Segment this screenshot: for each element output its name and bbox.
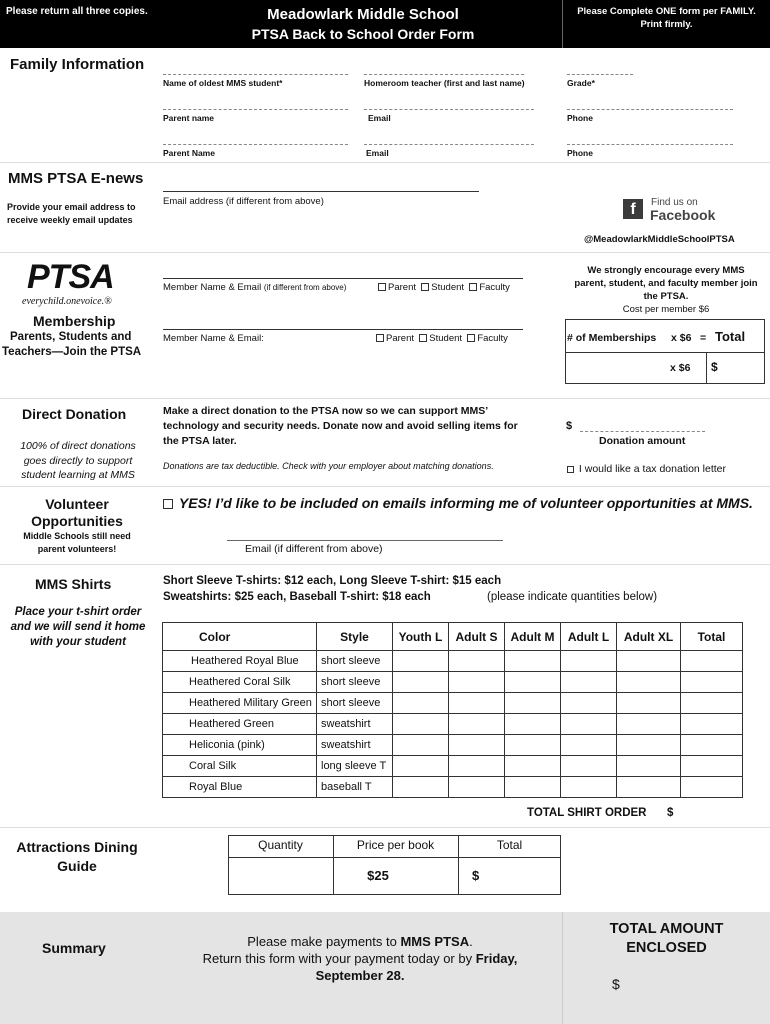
dining-quantity-input[interactable] — [230, 860, 330, 892]
enews-heading: MMS PTSA E-news — [8, 170, 144, 187]
divider — [0, 162, 770, 163]
shirt-color-cell: Royal Blue — [163, 777, 317, 798]
shirt-column-header: Style — [317, 623, 393, 651]
shirt-quantity-cell[interactable] — [393, 735, 449, 756]
volunteer-sub: Middle Schools still need — [23, 531, 131, 541]
table-row — [163, 735, 743, 756]
email-label-1: Email — [368, 113, 391, 123]
total-amount-dollar[interactable]: $ — [612, 976, 620, 992]
homeroom-teacher-field[interactable] — [364, 74, 524, 75]
membership-encourage-2: parent, student, and faculty member join — [574, 278, 758, 289]
dining-total-dollar[interactable]: $ — [472, 868, 480, 883]
shirt-quantity-cell[interactable] — [449, 714, 505, 735]
page-subtitle: PTSA Back to School Order Form — [251, 26, 475, 42]
shirt-style-cell: short sleeve — [317, 693, 393, 714]
faculty-option-label: Faculty — [479, 282, 510, 293]
shirts-prices-2: Sweatshirts: $25 each, Baseball T-shirt: $18 each — [163, 591, 431, 603]
shirt-style-cell: sweatshirt — [317, 714, 393, 735]
summary-payment-text: Please make payments to — [247, 934, 401, 949]
donation-text-2: technology and security needs. Donate now and avoid selling items for — [163, 420, 518, 432]
summary-deadline-date: September 28. — [315, 968, 405, 983]
homeroom-teacher-label: Homeroom teacher (first and last name) — [364, 78, 525, 88]
shirts-sub: Place your t-shirt order — [14, 606, 142, 618]
memberships-multiplier: x $6 — [671, 332, 692, 344]
ptsa-logo: PTSA — [27, 258, 114, 296]
shirt-quantity-cell[interactable] — [393, 672, 449, 693]
header-instructions-left: Please return all three copies. — [6, 6, 148, 17]
shirt-quantity-cell[interactable] — [449, 777, 505, 798]
table-row — [163, 714, 743, 735]
shirts-note: (please indicate quantities below) — [487, 591, 658, 603]
member-label-2: Member Name & Email: — [163, 333, 264, 344]
shirts-heading: MMS Shirts — [35, 576, 112, 592]
divider — [0, 827, 770, 828]
shirt-style-cell: baseball T — [317, 777, 393, 798]
email-field-2[interactable] — [364, 144, 534, 145]
donation-tax-note: Donations are tax deductible. Check with your employer about matching donations. — [163, 461, 494, 471]
grade-label: Grade* — [567, 78, 595, 88]
shirt-quantity-cell[interactable] — [393, 693, 449, 714]
donation-text-3: the PTSA later. — [163, 435, 237, 447]
parent-checkbox-1[interactable] — [378, 283, 386, 291]
shirt-quantity-cell[interactable] — [449, 651, 505, 672]
member-field-1[interactable] — [163, 278, 523, 279]
member-role-options-1 — [378, 282, 510, 293]
shirt-quantity-cell[interactable] — [393, 777, 449, 798]
summary-return-line — [160, 951, 560, 966]
donation-sub-3: student learning at MMS — [21, 469, 135, 481]
memberships-equals: = — [700, 332, 707, 344]
shirt-column-header: Color — [163, 623, 317, 651]
shirt-color-cell: Heathered Coral Silk — [163, 672, 317, 693]
divider — [0, 398, 770, 399]
shirt-quantity-cell[interactable] — [505, 693, 561, 714]
shirt-quantity-cell[interactable] — [561, 735, 617, 756]
membership-box-divider — [565, 352, 765, 353]
shirt-quantity-cell[interactable] — [617, 756, 681, 777]
volunteer-sub-2: parent volunteers! — [37, 544, 117, 554]
memberships-multiplier-2: x $6 — [670, 362, 691, 374]
shirt-quantity-cell[interactable] — [505, 651, 561, 672]
tax-letter-checkbox[interactable] — [567, 466, 574, 473]
membership-encourage: We strongly encourage every MMS — [587, 265, 745, 276]
shirt-quantity-cell[interactable] — [681, 714, 743, 735]
faculty-checkbox-1[interactable] — [469, 283, 477, 291]
student-checkbox-1[interactable] — [421, 283, 429, 291]
shirt-quantity-cell[interactable] — [681, 693, 743, 714]
memberships-count-label: # of Memberships — [567, 332, 657, 344]
dining-total-header: Total — [496, 838, 523, 852]
header-instructions-right: Please Complete ONE form per FAMILY. — [577, 6, 756, 17]
volunteer-heading-2: Opportunities — [31, 513, 123, 529]
member-role-options-2 — [376, 333, 508, 344]
shirt-quantity-cell[interactable] — [505, 777, 561, 798]
shirt-quantity-cell[interactable] — [449, 756, 505, 777]
faculty-checkbox-2[interactable] — [467, 334, 475, 342]
summary-return-text: Return this form with your payment today or by — [202, 951, 476, 966]
summary-payee: MMS PTSA — [400, 934, 470, 949]
donation-amount-label: Donation amount — [599, 435, 686, 447]
shirt-quantity-cell[interactable] — [681, 672, 743, 693]
summary-deadline-day: Friday, — [475, 951, 518, 966]
phone-field-1[interactable] — [567, 109, 733, 110]
shirt-quantity-cell[interactable] — [505, 714, 561, 735]
table-row — [163, 777, 743, 798]
member-label-1 — [163, 282, 346, 293]
membership-cost: Cost per member $6 — [622, 304, 710, 315]
shirt-column-header: Adult L — [561, 623, 617, 651]
shirt-quantity-cell[interactable] — [681, 777, 743, 798]
volunteer-optin-label: YES! I’d like to be included on emails informing me of volunteer opportunities at MMS. — [178, 495, 753, 511]
shirt-quantity-cell[interactable] — [681, 651, 743, 672]
enews-description-2: receive weekly email updates — [7, 215, 133, 225]
page-title: Meadowlark Middle School — [267, 6, 459, 23]
facebook-handle: @MeadowlarkMiddleSchoolPTSA — [584, 234, 735, 245]
facebook-label: Facebook — [650, 207, 716, 223]
shirts-sub-3: with your student — [30, 636, 126, 648]
membership-encourage-3: the PTSA. — [643, 291, 689, 302]
shirts-prices: Short Sleeve T-shirts: $12 each, Long Sleeve T-shirt: $15 each — [163, 575, 502, 587]
membership-sub-2: Teachers—Join the PTSA — [2, 346, 142, 358]
email-label-2: Email — [366, 148, 389, 158]
table-row — [163, 693, 743, 714]
phone-field-2[interactable] — [567, 144, 733, 145]
donation-amount-field[interactable] — [580, 431, 705, 432]
memberships-total-label: Total — [715, 329, 746, 344]
enews-email-label: Email address (if different from above) — [163, 196, 324, 207]
member-label-1-text: Member Name & Email — [163, 282, 262, 293]
summary-payment-line — [160, 934, 560, 949]
shirt-color-cell: Coral Silk — [163, 756, 317, 777]
shirt-quantity-cell[interactable] — [561, 693, 617, 714]
membership-heading: Membership — [33, 313, 116, 329]
shirt-quantity-cell[interactable] — [449, 735, 505, 756]
shirt-quantity-cell[interactable] — [617, 672, 681, 693]
volunteer-heading: Volunteer — [45, 496, 109, 512]
shirt-color-cell: Heathered Green — [163, 714, 317, 735]
total-amount-label: TOTAL AMOUNT — [609, 921, 724, 937]
dining-heading: Attractions Dining — [16, 839, 138, 855]
shirt-column-header: Adult M — [505, 623, 561, 651]
donation-dollar: $ — [566, 420, 573, 432]
divider — [0, 486, 770, 487]
shirt-column-header: Total — [681, 623, 743, 651]
grade-field[interactable] — [567, 74, 633, 75]
shirt-total-dollar[interactable]: $ — [667, 807, 674, 819]
parent-name-label-1: Parent name — [163, 113, 215, 123]
shirt-quantity-cell[interactable] — [617, 777, 681, 798]
shirt-quantity-cell[interactable] — [561, 756, 617, 777]
member-label-1-note: (if different from above) — [263, 283, 347, 292]
shirt-quantity-cell[interactable] — [505, 735, 561, 756]
shirt-quantity-cell[interactable] — [561, 651, 617, 672]
faculty-option-label: Faculty — [477, 333, 508, 344]
header-bar — [0, 0, 770, 48]
summary-heading: Summary — [42, 940, 106, 956]
volunteer-email-field[interactable] — [227, 540, 503, 541]
shirt-quantity-cell[interactable] — [505, 756, 561, 777]
memberships-count-input[interactable] — [567, 354, 667, 382]
parent-name-label-2: Parent Name — [163, 148, 215, 158]
divider — [0, 252, 770, 253]
email-field-1[interactable] — [364, 109, 534, 110]
shirt-color-cell: Heliconia (pink) — [163, 735, 317, 756]
parent-name-field-1[interactable] — [163, 109, 348, 110]
donation-text: Make a direct donation to the PTSA now so we can support MMS’ — [163, 405, 489, 417]
shirt-style-cell: short sleeve — [317, 672, 393, 693]
ptsa-tagline: everychild.onevoice.® — [22, 296, 112, 307]
shirt-quantity-cell[interactable] — [449, 693, 505, 714]
parent-option-label: Parent — [386, 333, 414, 344]
divider — [0, 564, 770, 565]
table-row — [163, 756, 743, 777]
shirt-quantity-cell[interactable] — [617, 714, 681, 735]
phone-label-2: Phone — [567, 148, 593, 158]
donation-sub-2: goes directly to support — [23, 455, 133, 467]
donation-sub: 100% of direct donations — [20, 440, 136, 452]
oldest-student-label: Name of oldest MMS student* — [163, 78, 283, 88]
enews-description: Provide your email address to — [7, 202, 136, 212]
shirt-quantity-cell[interactable] — [561, 714, 617, 735]
dining-price-header: Price per book — [356, 838, 435, 852]
enews-email-field[interactable] — [163, 191, 479, 192]
phone-label-1: Phone — [567, 113, 593, 123]
shirt-quantity-cell[interactable] — [617, 735, 681, 756]
shirt-table-header — [163, 623, 743, 651]
shirt-quantity-cell[interactable] — [617, 651, 681, 672]
shirt-column-header: Adult S — [449, 623, 505, 651]
donation-heading: Direct Donation — [22, 406, 127, 422]
shirt-color-cell: Heathered Royal Blue — [163, 651, 317, 672]
shirt-column-header: Youth L — [393, 623, 449, 651]
oldest-student-field[interactable] — [163, 74, 348, 75]
shirt-quantity-cell[interactable] — [681, 735, 743, 756]
shirt-style-cell: sweatshirt — [317, 735, 393, 756]
shirt-quantity-cell[interactable] — [561, 777, 617, 798]
table-row — [163, 651, 743, 672]
facebook-icon[interactable]: f — [623, 199, 643, 219]
facebook-find-label: Find us on — [651, 197, 698, 208]
membership-sub: Parents, Students and — [10, 331, 132, 343]
table-row — [163, 672, 743, 693]
shirt-quantity-cell[interactable] — [393, 714, 449, 735]
dining-quantity-header: Quantity — [258, 838, 303, 852]
shirt-style-cell: short sleeve — [317, 651, 393, 672]
dining-heading-2: Guide — [57, 858, 97, 874]
memberships-total-dollar[interactable]: $ — [711, 360, 718, 374]
shirt-quantity-cell[interactable] — [393, 651, 449, 672]
family-heading: Family Information — [10, 56, 145, 73]
tax-letter-label: I would like a tax donation letter — [578, 463, 727, 475]
shirt-quantity-cell[interactable] — [681, 756, 743, 777]
shirt-quantity-cell[interactable] — [561, 672, 617, 693]
header-instructions-right-2: Print firmly. — [640, 19, 693, 30]
shirt-color-cell: Heathered Military Green — [163, 693, 317, 714]
total-enclosed-label: ENCLOSED — [626, 940, 707, 956]
dining-price-value: $25 — [367, 868, 389, 883]
parent-option-label: Parent — [388, 282, 416, 293]
volunteer-email-label: Email (if different from above) — [245, 543, 383, 555]
parent-name-field-2[interactable] — [163, 144, 348, 145]
student-checkbox-2[interactable] — [419, 334, 427, 342]
summary-period: . — [469, 934, 473, 949]
volunteer-checkbox[interactable] — [163, 499, 173, 509]
membership-box-vdivider — [706, 352, 707, 384]
parent-checkbox-2[interactable] — [376, 334, 384, 342]
shirt-order-table — [162, 622, 743, 798]
shirt-column-header: Adult XL — [617, 623, 681, 651]
donation-letter-option — [567, 463, 726, 475]
shirt-total-label: TOTAL SHIRT ORDER — [527, 807, 647, 819]
shirts-sub-2: and we will send it home — [10, 621, 146, 633]
dining-row-divider — [228, 857, 561, 858]
shirt-quantity-cell[interactable] — [393, 756, 449, 777]
student-option-label: Student — [431, 282, 465, 293]
shirt-quantity-cell[interactable] — [617, 693, 681, 714]
shirt-quantity-cell[interactable] — [505, 672, 561, 693]
shirt-style-cell: long sleeve T — [317, 756, 393, 777]
shirt-quantity-cell[interactable] — [449, 672, 505, 693]
volunteer-optin — [163, 495, 753, 511]
member-field-2[interactable] — [163, 329, 523, 330]
student-option-label: Student — [429, 333, 463, 344]
